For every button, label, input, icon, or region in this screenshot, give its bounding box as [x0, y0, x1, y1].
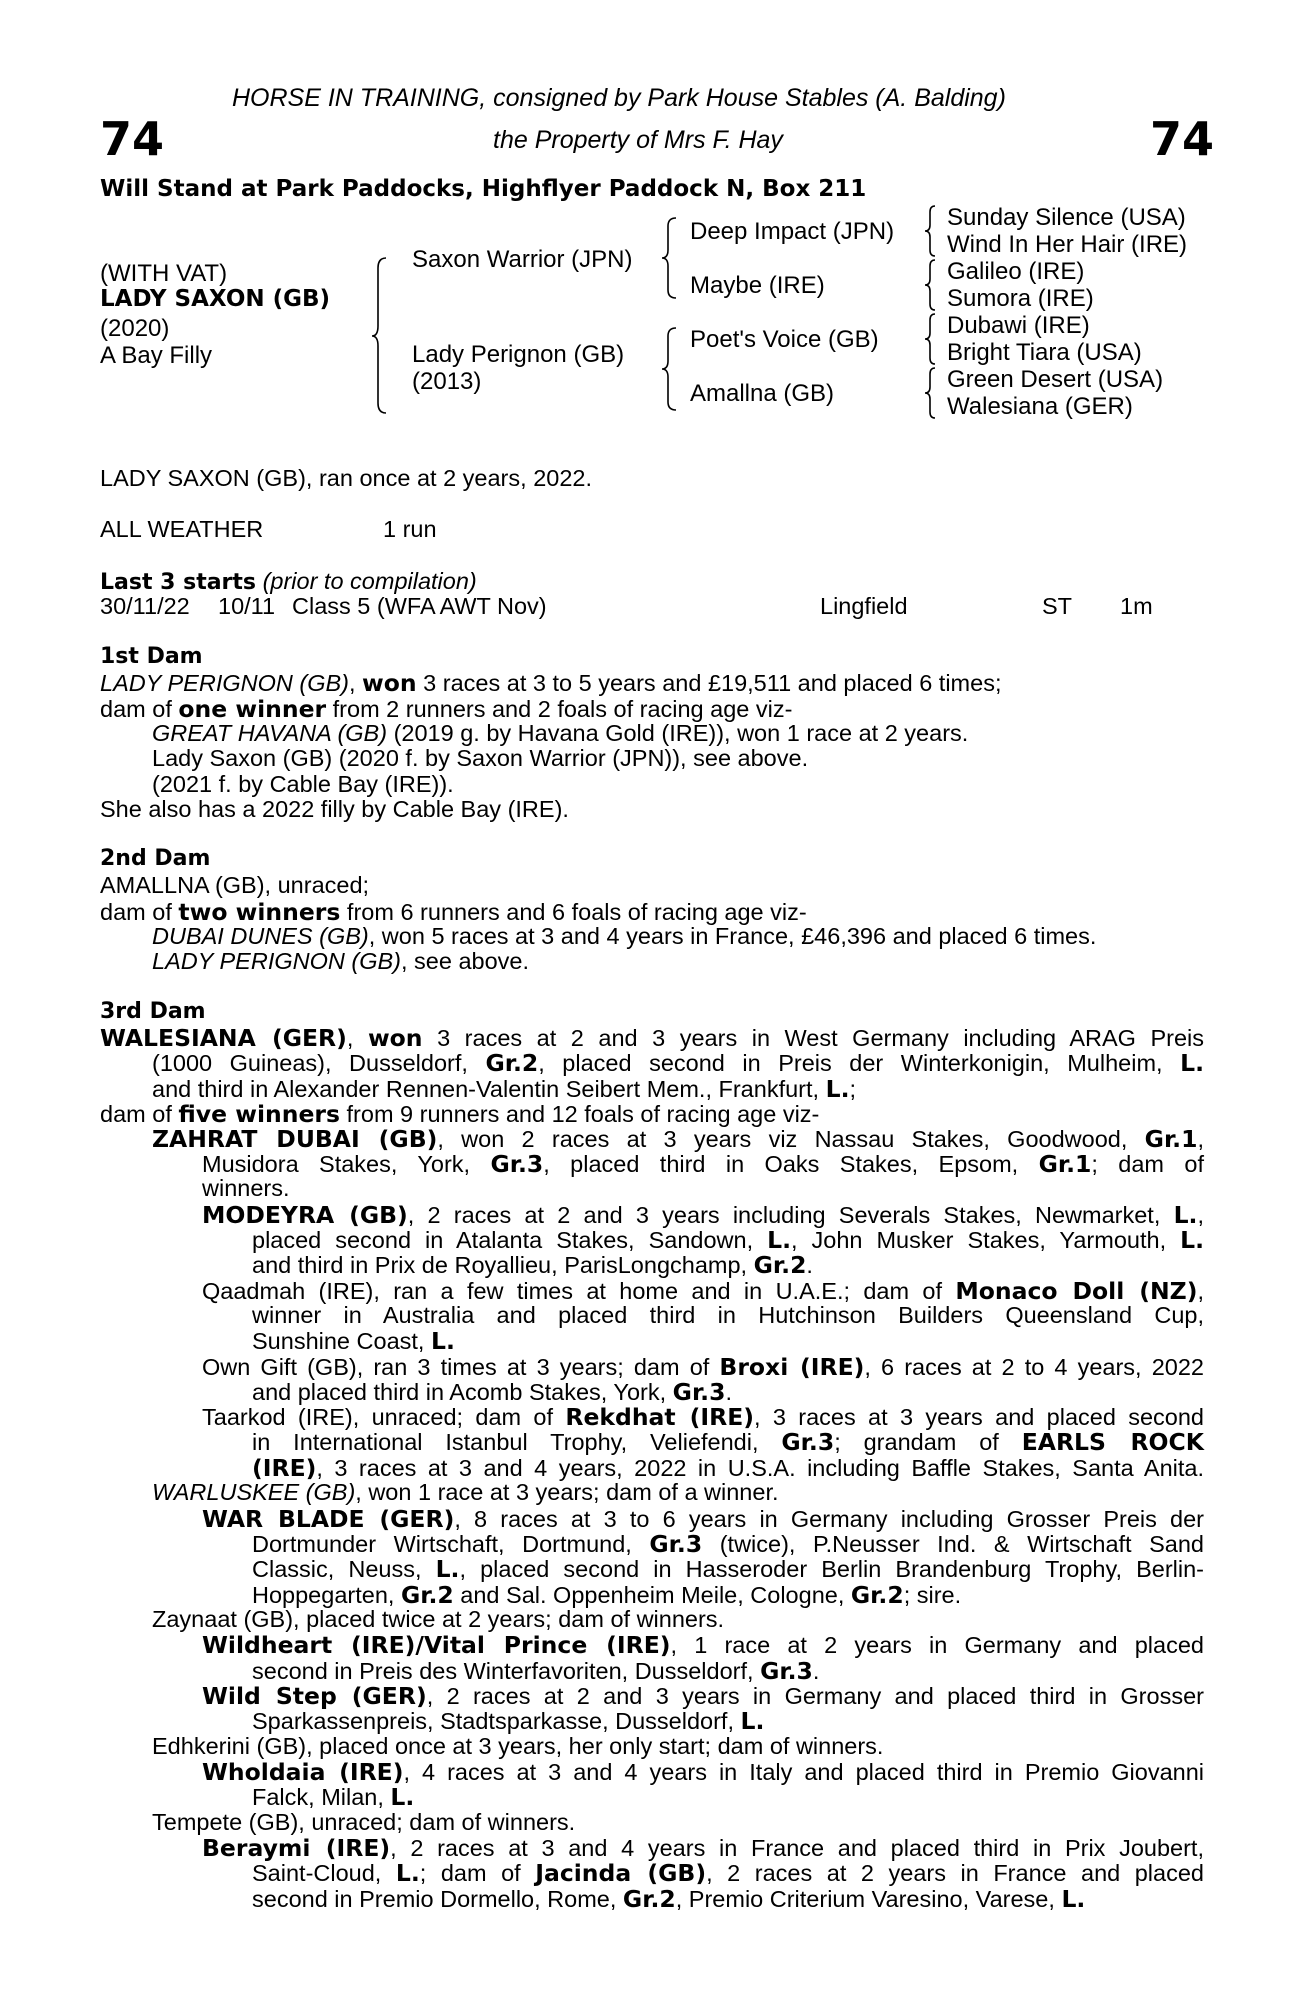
text: , 3 races at 3 years and placed second: [754, 1404, 1205, 1430]
listed: L.: [390, 1783, 415, 1811]
dam-record: 3 races at 2 and 3 years in West Germany including ARAG Preis: [422, 1025, 1204, 1051]
sep: ,: [346, 1025, 368, 1051]
second-dam-heading: 2nd Dam: [100, 846, 211, 871]
horse-description: A Bay Filly: [100, 342, 213, 369]
record-surface: ALL WEATHER: [100, 516, 264, 542]
first-dam-line-4: Lady Saxon (GB) (2020 f. by Saxon Warrior (JPN)), see above.: [152, 745, 809, 771]
taarkod-line-1: [202, 1403, 1204, 1431]
text: Classic, Neuss,: [252, 1556, 436, 1582]
beraymi-line-2: [252, 1859, 1204, 1887]
text: , 2 races at 2 and 3 years including Severals Stakes, Newmarket,: [407, 1202, 1174, 1228]
edhkerini-line: Edhkerini (GB), placed once at 3 years, her only start; dam of winners.: [152, 1733, 884, 1759]
progeny-name: Broxi (IRE): [719, 1353, 865, 1381]
start-position: 10/11: [218, 593, 276, 619]
text: , 2 races at 3 and 4 years in France and placed third in Prix Joubert,: [390, 1835, 1204, 1861]
text: Falck, Milan,: [252, 1784, 391, 1810]
progeny-name: Jacinda (GB): [535, 1859, 707, 1887]
beraymi-line-3: [252, 1885, 1085, 1913]
text: Sunshine Coast,: [252, 1328, 431, 1354]
start-date: 30/11/22: [100, 593, 190, 619]
text: Taarkod (IRE), unraced; dam of: [202, 1404, 566, 1430]
text: Qaadmah (IRE), ran a few times at home and in U.A.E.; dam of: [202, 1278, 956, 1304]
progeny-name: DUBAI DUNES (GB): [152, 923, 369, 949]
grade: Gr.2: [850, 1581, 904, 1609]
dam-dam: Amallna (GB): [690, 380, 835, 407]
progeny-name: Beraymi (IRE): [202, 1834, 391, 1862]
sire: Saxon Warrior (JPN): [412, 246, 633, 273]
pedigree-brace-sire: [662, 218, 682, 298]
listed: L.: [430, 1327, 455, 1355]
listed: L.: [1173, 1201, 1198, 1229]
text: ; dam of: [419, 1860, 536, 1886]
pedigree-brace-ss: [925, 206, 939, 256]
wholdaia-line-2: [252, 1783, 414, 1811]
text: , 2 races at 2 years in France and placed: [706, 1860, 1204, 1886]
progeny-name: WARLUSKEE (GB): [152, 1479, 356, 1505]
taarkod-line-2: [252, 1428, 1204, 1456]
warblade-line-2: [252, 1530, 1204, 1558]
progeny-name: EARLS ROCK: [1021, 1428, 1204, 1456]
wildheart-line-2: [252, 1657, 819, 1685]
text: , John Musker Stakes, Yarmouth,: [791, 1227, 1181, 1253]
listed: L.: [767, 1226, 791, 1254]
last-starts-heading-line: [100, 568, 477, 595]
first-dam-line-2: [100, 695, 792, 723]
text: ; sire.: [903, 1582, 962, 1608]
grade: Gr.1: [1144, 1125, 1198, 1153]
horse-year: (2020): [100, 315, 170, 342]
warblade-line-4: [252, 1581, 961, 1609]
text: from 2 runners and 2 foals of racing age viz-: [326, 696, 793, 722]
listed: L.: [395, 1859, 420, 1887]
wholdaia-line-1: [202, 1758, 1204, 1786]
progeny-name: GREAT HAVANA (GB): [152, 720, 388, 746]
sire-sire: Deep Impact (JPN): [690, 218, 895, 245]
record-runs: 1 run: [383, 516, 437, 542]
second-dam-line-2: [100, 898, 807, 926]
text: ,: [1197, 1278, 1204, 1304]
grade: Gr.3: [490, 1150, 544, 1178]
dam-sire-dam: Bright Tiara (USA): [947, 339, 1142, 366]
listed: L.: [825, 1075, 850, 1103]
won-text: won: [367, 1024, 423, 1052]
dam-name: WALESIANA (GER): [100, 1024, 347, 1052]
text: .: [812, 1658, 820, 1684]
listed: L.: [1180, 1049, 1204, 1077]
text: , 2 races at 2 and 3 years in Germany and placed third in Grosser: [426, 1683, 1204, 1709]
text: Hoppegarten,: [252, 1582, 401, 1608]
progeny-name: MODEYRA (GB): [202, 1201, 408, 1229]
taarkod-line-3: [252, 1454, 1204, 1482]
text: , 1 race at 2 years in Germany and placed: [670, 1632, 1204, 1658]
text: , won 2 races at 3 years viz Nassau Stakes, Goodwood,: [437, 1126, 1145, 1152]
grade: Gr.3: [672, 1378, 726, 1406]
pedigree-brace-sd: [925, 260, 939, 310]
consignor-line: HORSE IN TRAINING, consigned by Park House Stables (A. Balding): [232, 84, 1006, 112]
progeny-name: Monaco Doll (NZ): [955, 1277, 1198, 1305]
text: , placed second in Preis der Winterkonigin, Mulheim,: [538, 1050, 1181, 1076]
text: , won 1 race at 3 years; dam of a winner.: [355, 1479, 779, 1505]
text: dam of: [100, 696, 179, 722]
warblade-line-1: [202, 1505, 1204, 1533]
listed: L.: [740, 1707, 765, 1735]
text: in International Istanbul Trophy, Veliefendi,: [252, 1429, 782, 1455]
text: ; grandam of: [834, 1429, 1022, 1455]
grade: Gr.3: [760, 1657, 813, 1685]
dam-year: (2013): [412, 368, 482, 395]
second-dam-line-4: [152, 948, 529, 975]
text: from 6 runners and 6 foals of racing age viz-: [340, 899, 807, 925]
second-dam-line-1: AMALLNA (GB), unraced;: [100, 872, 370, 898]
text: and third in Prix de Royallieu, ParisLongchamp,: [252, 1252, 754, 1278]
qaadmah-line-1: [202, 1277, 1204, 1305]
dam-record: 3 races at 3 to 5 years and £19,511 and placed 6 times;: [416, 670, 1002, 696]
progeny-record: (2019 g. by Havana Gold (IRE)), won 1 race at 2 years.: [387, 720, 969, 746]
text: ,: [1197, 1202, 1204, 1228]
pedigree-brace-ds: [925, 314, 939, 364]
listed: L.: [1061, 1885, 1086, 1913]
text: , 3 races at 3 and 4 years, 2022 in U.S.A. including Baffle Stakes, Santa Anita.: [316, 1455, 1204, 1481]
text: placed second in Atalanta Stakes, Sandown,: [252, 1227, 768, 1253]
sire-sire-dam: Wind In Her Hair (IRE): [947, 231, 1188, 258]
owngift-line-2: [252, 1378, 732, 1406]
dam: Lady Perignon (GB): [412, 341, 625, 368]
text: ;: [849, 1076, 857, 1102]
text: .: [725, 1379, 732, 1405]
dam-name: LADY PERIGNON (GB): [100, 670, 349, 696]
third-dam-line-1: [100, 1024, 1204, 1052]
text: , 8 races at 3 to 6 years in Germany including Grosser Preis der: [454, 1506, 1205, 1532]
start-distance: 1m: [1120, 593, 1153, 619]
progeny-name: Wild Step (GER): [202, 1682, 427, 1710]
sep: ,: [348, 670, 363, 696]
text: second in Premio Dormello, Rome,: [252, 1886, 623, 1912]
grade: Gr.2: [753, 1251, 807, 1279]
text: second in Preis des Winterfavoriten, Dusseldorf,: [252, 1658, 761, 1684]
modeyra-line-1: [202, 1201, 1204, 1229]
dam-sire-sire: Dubawi (IRE): [947, 312, 1090, 339]
tempete-line: Tempete (GB), unraced; dam of winners.: [152, 1809, 576, 1835]
race-summary: LADY SAXON (GB), ran once at 2 years, 2022.: [100, 465, 592, 491]
zahrat-line-3: winners.: [202, 1175, 290, 1201]
second-dam-line-3: [152, 923, 1096, 950]
text: (1000 Guineas), Dusseldorf,: [152, 1050, 486, 1076]
grade: Gr.3: [781, 1428, 835, 1456]
lot-number-left: 74: [100, 112, 165, 166]
last-starts-heading: Last 3 starts: [100, 570, 257, 595]
warluskee-line: [152, 1479, 779, 1506]
first-dam-line-1: [100, 669, 1001, 697]
text: , placed third in Oaks Stakes, Epsom,: [543, 1151, 1039, 1177]
pedigree-brace-dam: [662, 328, 682, 410]
progeny-name: Wildheart (IRE)/Vital Prince (IRE): [202, 1631, 671, 1659]
lot-number-right: 74: [1150, 112, 1215, 166]
text: , placed second in Hasseroder Berlin Brandenburg Trophy, Berlin-: [459, 1556, 1204, 1582]
dam-dam-sire: Green Desert (USA): [947, 366, 1164, 393]
progeny-name: ZAHRAT DUBAI (GB): [152, 1125, 438, 1153]
text: , 6 races at 2 to 4 years, 2022: [864, 1354, 1204, 1380]
first-dam-line-5: (2021 f. by Cable Bay (IRE)).: [152, 771, 454, 797]
grade: Gr.3: [649, 1530, 703, 1558]
first-dam-line-3: [152, 720, 968, 747]
winners-count: two winners: [178, 898, 341, 926]
stand-location: Will Stand at Park Paddocks, Highflyer Paddock N, Box 211: [100, 176, 867, 202]
text: Saint-Cloud,: [252, 1860, 396, 1886]
text: and Sal. Oppenheim Meile, Cologne,: [453, 1582, 851, 1608]
winners-count: five winners: [178, 1100, 340, 1128]
won-text: won: [362, 669, 417, 697]
owngift-line-1: [202, 1353, 1204, 1381]
grade: Gr.1: [1038, 1150, 1092, 1178]
text: and placed third in Acomb Stakes, York,: [252, 1379, 673, 1405]
last-starts-note: (prior to compilation): [262, 568, 477, 594]
text: dam of: [100, 1101, 179, 1127]
start-course: Lingfield: [820, 593, 908, 619]
pedigree-brace-1: [372, 258, 392, 413]
qaadmah-line-3: [252, 1327, 455, 1355]
sire-dam: Maybe (IRE): [690, 272, 825, 299]
third-dam-line-3: [152, 1075, 856, 1103]
vat-note: (WITH VAT): [100, 260, 228, 287]
third-dam-line-4: [100, 1100, 819, 1128]
text: , 4 races at 3 and 4 years in Italy and placed third in Premio Giovanni: [403, 1759, 1205, 1785]
wildheart-line-1: [202, 1631, 1204, 1659]
zaynaat-line: Zaynaat (GB), placed twice at 2 years; dam of winners.: [152, 1606, 725, 1632]
grade: Gr.2: [622, 1885, 676, 1913]
progeny-name: Wholdaia (IRE): [202, 1758, 404, 1786]
text: dam of: [100, 899, 179, 925]
text: (twice), P.Neusser Ind. & Wirtschaft Sand: [702, 1531, 1204, 1557]
listed: L.: [435, 1555, 460, 1583]
warblade-line-3: [252, 1555, 1204, 1583]
text: Own Gift (GB), ran 3 times at 3 years; dam of: [202, 1354, 720, 1380]
modeyra-line-3: [252, 1251, 813, 1279]
property-line: the Property of Mrs F. Hay: [493, 126, 783, 154]
sire-sire-sire: Sunday Silence (USA): [947, 204, 1186, 231]
winners-count: one winner: [178, 695, 327, 723]
sire-dam-sire: Galileo (IRE): [947, 258, 1085, 285]
third-dam-line-2: [152, 1049, 1204, 1077]
third-dam-heading: 3rd Dam: [100, 999, 206, 1024]
dam-sire: Poet's Voice (GB): [690, 326, 879, 353]
listed: L.: [1180, 1226, 1204, 1254]
text: Dortmunder Wirtschaft, Dortmund,: [252, 1531, 650, 1557]
text: ,: [1197, 1126, 1204, 1152]
qaadmah-line-2: winner in Australia and placed third in Hutchinson Builders Queensland Cup,: [252, 1302, 1204, 1328]
progeny-record: , won 5 races at 3 and 4 years in France, £46,396 and placed 6 times.: [368, 923, 1097, 949]
dam-dam-dam: Walesiana (GER): [947, 393, 1133, 420]
sire-dam-dam: Sumora (IRE): [947, 285, 1094, 312]
text: Sparkassenpreis, Stadtsparkasse, Dusseldorf,: [252, 1708, 741, 1734]
text: , Premio Criterium Varesino, Varese,: [675, 1886, 1062, 1912]
beraymi-line-1: [202, 1834, 1204, 1862]
progeny-name: (IRE): [252, 1454, 317, 1482]
text: from 9 runners and 12 foals of racing age viz-: [339, 1101, 820, 1127]
horse-name: LADY SAXON (GB): [100, 286, 331, 312]
wildstep-line-1: [202, 1682, 1204, 1710]
first-dam-line-6: She also has a 2022 filly by Cable Bay (IRE).: [100, 796, 569, 822]
text: ; dam of: [1091, 1151, 1204, 1177]
text: Musidora Stakes, York,: [202, 1151, 491, 1177]
start-going: ST: [1042, 593, 1073, 619]
start-race: Class 5 (WFA AWT Nov): [292, 593, 547, 619]
zahrat-line-1: [152, 1125, 1204, 1153]
first-dam-heading: 1st Dam: [100, 644, 203, 669]
progeny-name: WAR BLADE (GER): [202, 1505, 455, 1533]
wildstep-line-2: [252, 1707, 764, 1735]
pedigree-brace-dd: [925, 368, 939, 418]
grade: Gr.2: [485, 1049, 539, 1077]
text: and third in Alexander Rennen-Valentin Seibert Mem., Frankfurt,: [152, 1076, 826, 1102]
progeny-name: Rekdhat (IRE): [565, 1403, 754, 1431]
zahrat-line-2: [202, 1150, 1204, 1178]
modeyra-line-2: [252, 1226, 1204, 1254]
text: .: [806, 1252, 813, 1278]
progeny-record: , see above.: [400, 948, 530, 974]
grade: Gr.2: [400, 1581, 454, 1609]
progeny-name: LADY PERIGNON (GB): [152, 948, 401, 974]
